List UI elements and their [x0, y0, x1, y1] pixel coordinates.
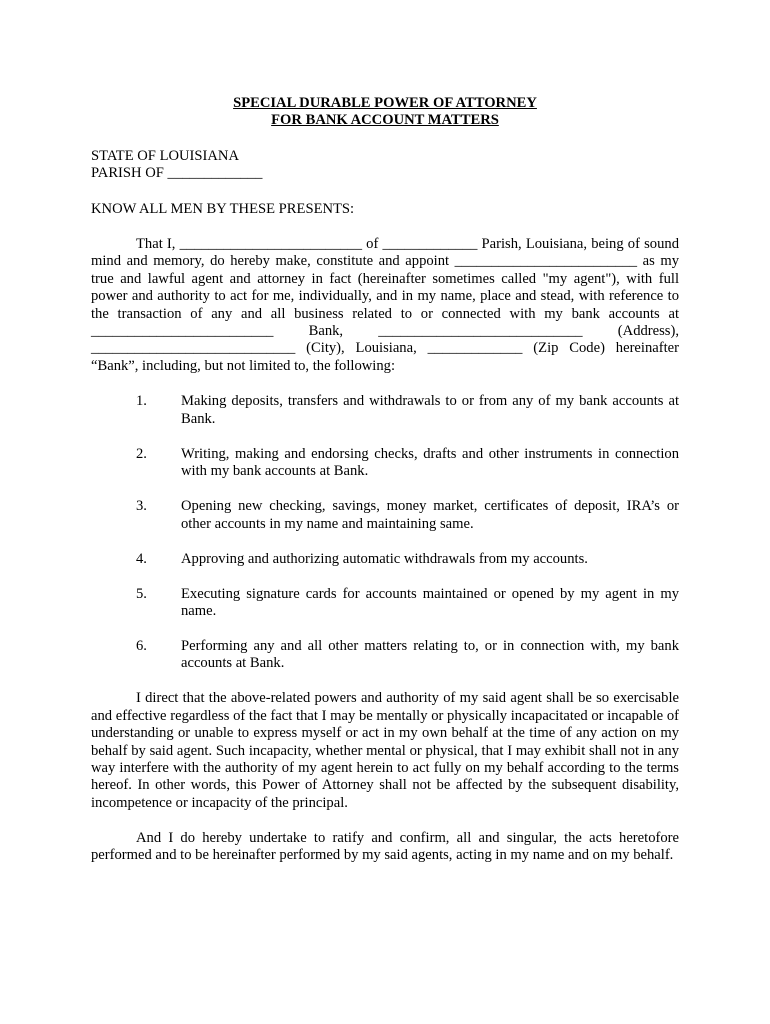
list-item-number: 3.	[136, 498, 147, 515]
list-item-number: 2.	[136, 445, 147, 462]
incapacity-paragraph: I direct that the above-related powers and authority of my said agent shall be so exercisable and effective regardless of the fact that I may be mentally or physically incapacitated or incapable of understanding or unable to express myself or act in my own behalf at the time of any action on my behalf by said agent. Such incapacity, whether mental or physical, that I may exhibit shall not in any way interfere with the authority of my agent herein to act fully on my behalf according to the terms hereof. In other words, this Power of Attorney shall not be affected by the subsequent disability, incompetence or incapacity of the principal.	[91, 690, 679, 811]
intro-paragraph: That I, _________________________ of _____________ Parish, Louisiana, being of sound mind and memory, do hereby make, constitute and appoint _________________________ as my true and lawful agent and attorney in fact (hereinafter sometimes called "my agent"), with full power and authority to act for me, individually, and in my name, place and stead, with reference to the transaction of any and all business related to or connected with my bank accounts at _________________________ Bank, ____________________________ (Address), ____________________________ (City), Louisiana, _____________ (Zip Code) hereinafter “Bank”, including, but not limited to, the following:	[91, 236, 679, 374]
list-item-text: Approving and authorizing automatic withdrawals from my accounts.	[181, 550, 588, 567]
document-title-line-1: SPECIAL DURABLE POWER OF ATTORNEY	[233, 95, 537, 111]
list-item	[91, 393, 679, 428]
list-item-number: 6.	[136, 637, 147, 654]
list-item-number: 4.	[136, 550, 147, 567]
list-item-text: Performing any and all other matters relating to, or in connection with, my bank accounts at Bank.	[181, 637, 679, 672]
list-item	[91, 446, 679, 481]
list-item	[91, 551, 679, 568]
list-item	[91, 638, 679, 673]
list-item-text: Making deposits, transfers and withdrawals to or from any of my bank accounts at Bank.	[181, 393, 679, 427]
list-item	[91, 498, 679, 533]
state-line: STATE OF LOUISIANA	[91, 147, 240, 164]
parish-line: PARISH OF _____________	[91, 165, 263, 182]
powers-list	[91, 393, 679, 672]
document-title-line-2: FOR BANK ACCOUNT MATTERS	[271, 112, 499, 129]
list-item-text: Executing signature cards for accounts maintained or opened by my agent in my name.	[181, 585, 679, 619]
list-item-number: 5.	[136, 585, 147, 602]
venue-block	[91, 148, 679, 183]
document-page	[91, 95, 679, 865]
list-item-text: Opening new checking, savings, money market, certificates of deposit, IRA’s or other accounts in my name and maintaining same.	[181, 498, 679, 532]
list-item-text: Writing, making and endorsing checks, drafts and other instruments in connection with my bank accounts at Bank.	[181, 445, 679, 480]
know-all-heading: KNOW ALL MEN BY THESE PRESENTS:	[91, 200, 355, 217]
list-item	[91, 586, 679, 621]
ratify-paragraph: And I do hereby undertake to ratify and confirm, all and singular, the acts heretofore performed and to be hereinafter performed by my said agents, acting in my name and on my behalf.	[91, 829, 679, 864]
list-item-number: 1.	[136, 393, 147, 410]
